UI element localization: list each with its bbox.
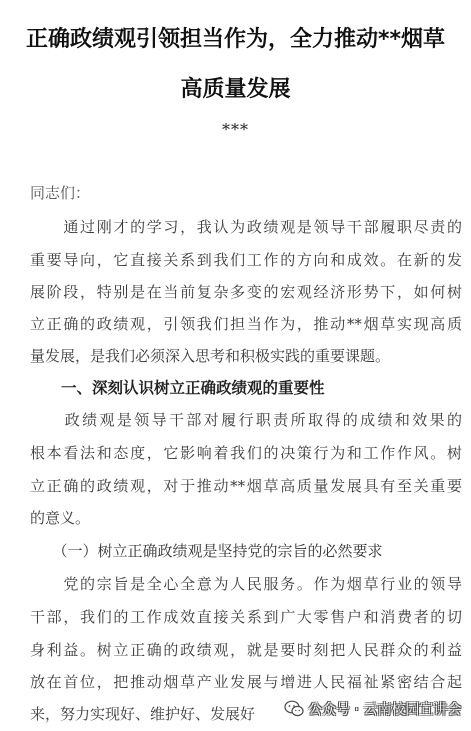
paragraph-line: 展阶段，特别是在当前复杂多变的宏观经济形势下，如何树 xyxy=(30,283,462,301)
paragraph-line: 党的宗旨是全心全意为人民服务。作为烟草行业的领导 xyxy=(30,575,462,593)
paragraph-line: 的意义。 xyxy=(30,509,91,527)
subsection-heading-1: （一）树立正确政绩观是坚持党的宗旨的必然要求 xyxy=(30,542,383,560)
paragraph-line: 来，努力实现好、维护好、发展好 xyxy=(30,705,256,723)
author-line: *** xyxy=(222,120,249,139)
paragraph-line: 放在首位，把推动烟草产业发展与增进人民福祉紧密结合起 xyxy=(30,673,462,691)
paragraph-line: 量发展，是我们必须深入思考和积极实践的重要课题。 xyxy=(30,347,391,365)
paragraph-line: 干部，我们的工作成效直接关系到广大零售户和消费者的切 xyxy=(30,608,462,626)
document-title-line-1: 正确政绩观引领担当作为，全力推动**烟草 xyxy=(25,27,445,52)
section-heading-1: 一、深刻认识树立正确政绩观的重要性 xyxy=(30,379,325,397)
wechat-icon xyxy=(284,700,304,718)
watermark-text: 公众号 · 云南校园宣讲会 xyxy=(308,702,462,718)
wechat-watermark xyxy=(284,697,461,721)
paragraph-line: 立正确的政绩观，引领我们担当作为，推动**烟草实现高质 xyxy=(30,315,462,333)
paragraph-line: 政绩观是领导干部对履行职责所取得的成绩和效果的 xyxy=(30,411,462,429)
paragraph-line: 立正确的政绩观，对于推动**烟草高质量发展具有至关重要 xyxy=(30,477,462,495)
greeting: 同志们： xyxy=(30,184,91,202)
paragraph-line: 通过刚才的学习，我认为政绩观是领导干部履职尽责的 xyxy=(30,218,462,236)
paragraph-line: 身利益。树立正确的政绩观，就是要时刻把人民群众的利益 xyxy=(30,641,462,659)
paragraph-line: 根本看法和态度，它影响着我们的决策行为和工作作风。树 xyxy=(30,444,462,462)
document-title-line-2: 高质量发展 xyxy=(180,77,291,102)
paragraph-line: 重要导向，它直接关系到我们工作的方向和成效。在新的发 xyxy=(30,251,462,269)
